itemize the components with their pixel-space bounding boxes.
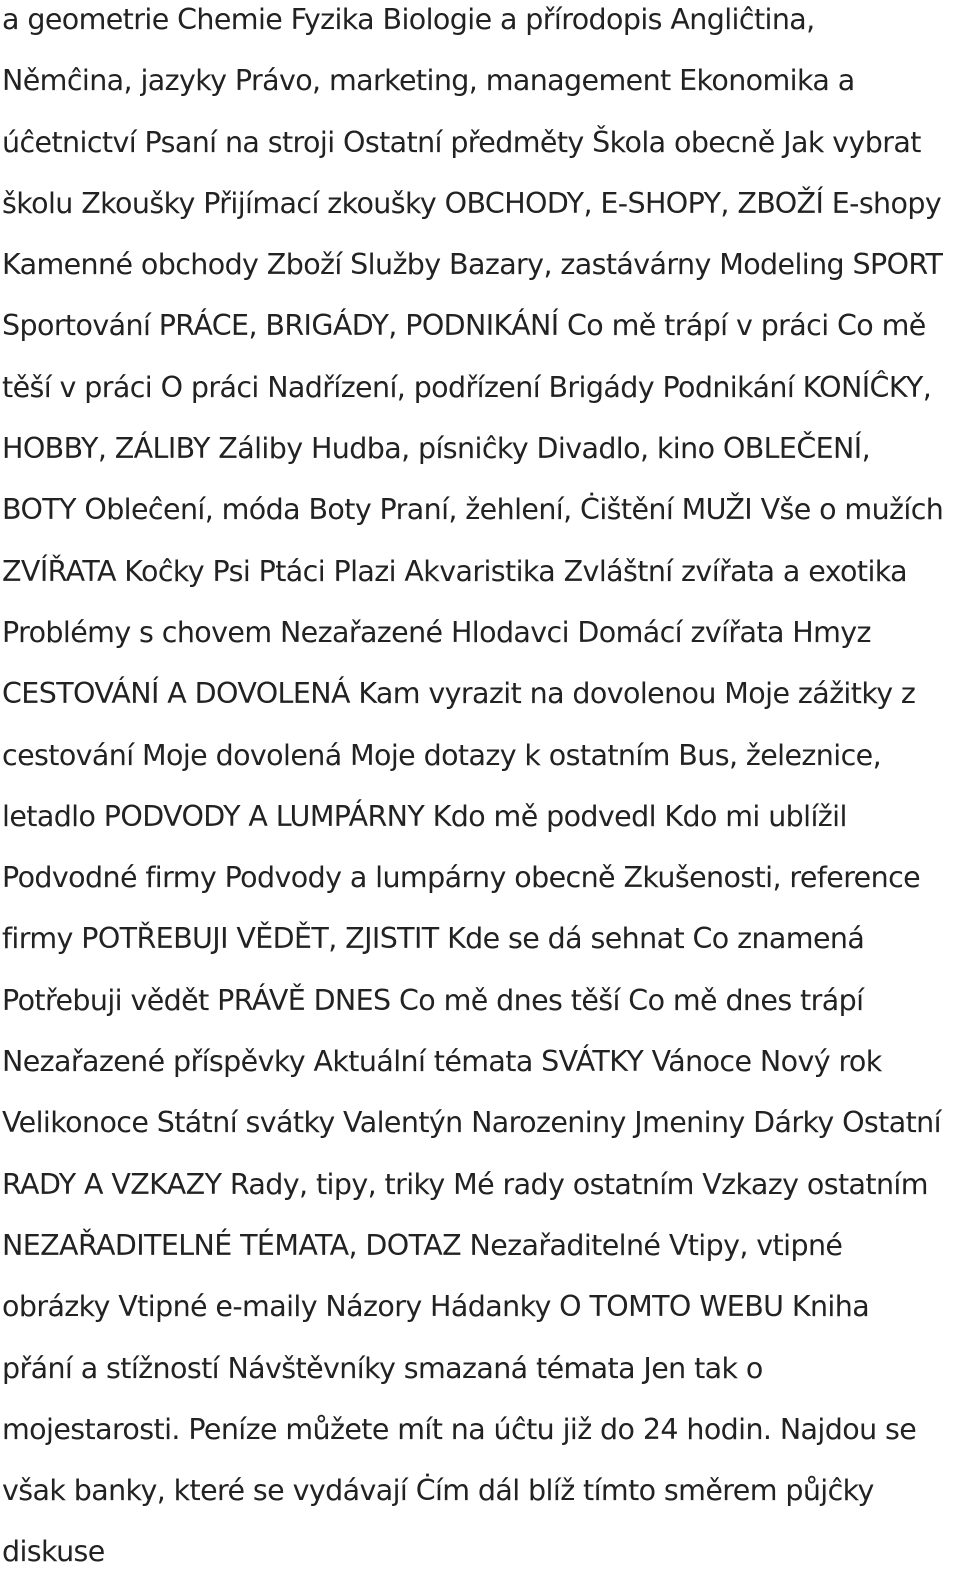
body-paragraph: a geometrie Chemie Fyzika Biologie a přírodopis Angliĉtina, Němĉina, jazyky Právo, marketing, management Ekonomika a úĉetnictví Psaní na stroji Ostatní předměty Škola obecně Jak vybrat školu Zkoušky Přijímací zkoušky OBCHODY, E-SHOPY, ZBOŽÍ E-shopy Kamenné obchody Zboží Služby Bazary, zastávárny Modeling SPORT Sportování PRÁCE, BRIGÁDY, PODNIKÁNÍ Co mě trápí v práci Co mě těší v práci O práci Nadřízení, podřízení Brigády Podnikání KONÍĈKY, HOBBY, ZÁLIBY Záliby Hudba, písniĉky Divadlo, kino OBLEČENÍ, BOTY Obleĉení, móda Boty Praní, žehlení, Ċištění MUŽI Vše o mužích ZVÍŘATA Koĉky Psi Ptáci Plazi Akvaristika Zvláštní zvířata a exotika Problémy s chovem Nezařazené Hlodavci Domácí zvířata Hmyz CESTOVÁNÍ A DOVOLENÁ Kam vyrazit na dovolenou Moje zážitky z cestování Moje dovolená Moje dotazy k ostatním Bus, železnice, letadlo PODVODY A LUMPÁRNY Kdo mě podvedl Kdo mi ublížil Podvodné firmy Podvody a lumpárny obecně Zkušenosti, reference firmy POTŘEBUJI VĚDĚT, ZJISTIT Kde se dá sehnat Co znamená Potřebuji vědět PRÁVĚ DNES Co mě dnes těší Co mě dnes trápí Nezařazené příspěvky Aktuální témata SVÁTKY Vánoce Nový rok Velikonoce Státní svátky Valentýn Narozeniny Jmeniny Dárky Ostatní RADY A VZKAZY Rady, tipy, triky Mé rady ostatním Vzkazy ostatním NEZAŘADITELNÉ TÉMATA, DOTAZ Nezařaditelné Vtipy, vtipné obrázky Vtipné e-maily Názory Hádanky O TOMTO WEBU Kniha přání a stížností Návštěvníky smazaná témata Jen tak o mojestarosti. Peníze můžete mít na úĉtu již do 24 hodin. Najdou se však banky, které se vydávají Ċím dál blíž tímto směrem půjĉky diskuse <box>2 3 944 1569</box>
